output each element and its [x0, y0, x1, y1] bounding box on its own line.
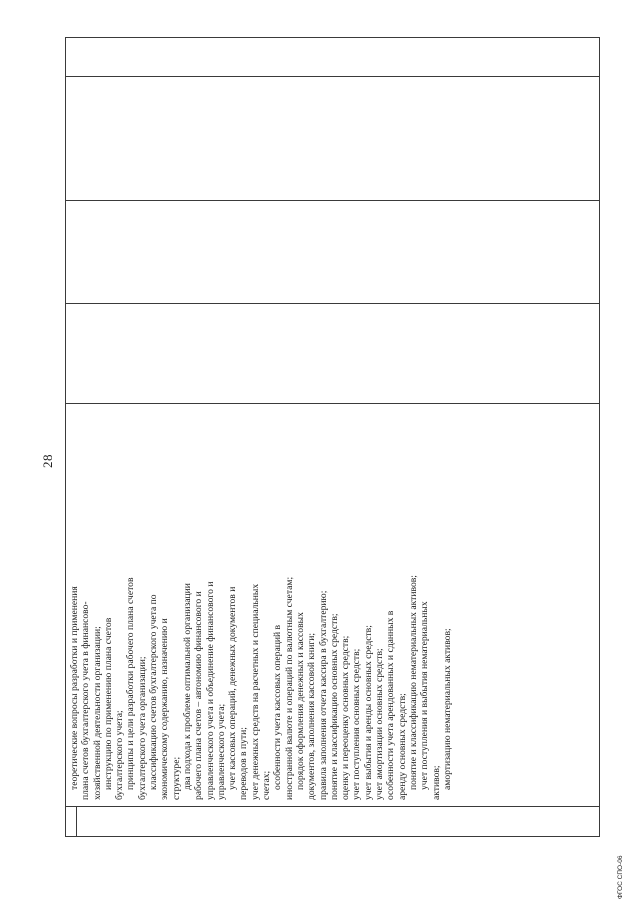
column-divider-5	[66, 76, 599, 77]
content-line: управленческого учета;	[215, 703, 227, 800]
standard-table	[65, 37, 600, 837]
content-line: особенности учета кассовых операций в	[272, 624, 284, 790]
knowledge-list-cell	[66, 404, 600, 806]
content-line: счетах;	[261, 770, 273, 800]
content-line: хозяйственной деятельности организации;	[91, 626, 103, 800]
content-line: порядок оформления денежных и кассовых	[294, 612, 306, 790]
content-line: управленческого учета и объединение финансового и	[204, 581, 216, 800]
content-line: аренду основных средств;	[396, 693, 408, 800]
column-divider-2	[66, 403, 599, 404]
content-line: плана счетов бухгалтерского учета в финансово-	[80, 601, 92, 800]
content-line: классификацию счетов бухгалтерского учета по	[148, 594, 160, 790]
content-line: учет выбытия и аренды основных средств;	[362, 625, 374, 800]
column-divider-3	[66, 303, 599, 304]
content-line: особенности учета арендованных и сданных в	[385, 610, 397, 800]
knowledge-list	[69, 407, 453, 800]
first-column-divider	[76, 807, 77, 836]
content-line: учет поступления и выбытия нематериальных	[419, 601, 431, 790]
content-line: теоретические вопросы разработки и применения	[69, 586, 80, 790]
content-line: бухгалтерского учета организации;	[136, 656, 148, 800]
content-line: принципы и цели разработки рабочего плана счетов	[125, 577, 137, 790]
content-line: иностранной валюте и операций по валютным счетам;	[283, 576, 295, 800]
content-line: понятие и классификацию нематериальных активов;	[407, 575, 419, 790]
content-line: экономическому содержанию, назначению и	[159, 618, 171, 800]
content-line: учет амортизации основных средств;	[374, 648, 386, 800]
content-line: учет поступления основных средств;	[351, 648, 363, 800]
content-line: два подхода к проблеме оптимальной организации	[181, 583, 193, 790]
content-line: инструкцию по применению плана счетов	[102, 617, 114, 790]
content-line: оценку и переоценку основных средств;	[340, 635, 352, 800]
content-line: учет денежных средств на расчетных и специальных	[249, 583, 261, 800]
content-line: учет кассовых операций, денежных документов и	[227, 586, 239, 790]
content-line: бухгалтерского учета;	[114, 710, 126, 800]
footer-code: ФГОС СПО-06	[617, 855, 624, 899]
content-line: структуре;	[170, 756, 182, 800]
content-line: переводов в пути;	[238, 727, 250, 800]
column-divider-4	[66, 200, 599, 201]
content-line: понятие и классификацию основных средств;	[328, 613, 340, 800]
content-line: документов, заполнения кассовой книги;	[306, 632, 318, 800]
content-line: амортизацию нематериальных активов;	[441, 628, 453, 790]
content-line: активов;	[430, 765, 442, 800]
page-number: 28	[40, 454, 55, 468]
column-divider-1	[66, 806, 599, 807]
content-line: правила заполнения отчета кассира в бухгалтерию;	[317, 590, 329, 800]
content-line: рабочего плана счетов – автономию финансового и	[193, 591, 205, 800]
